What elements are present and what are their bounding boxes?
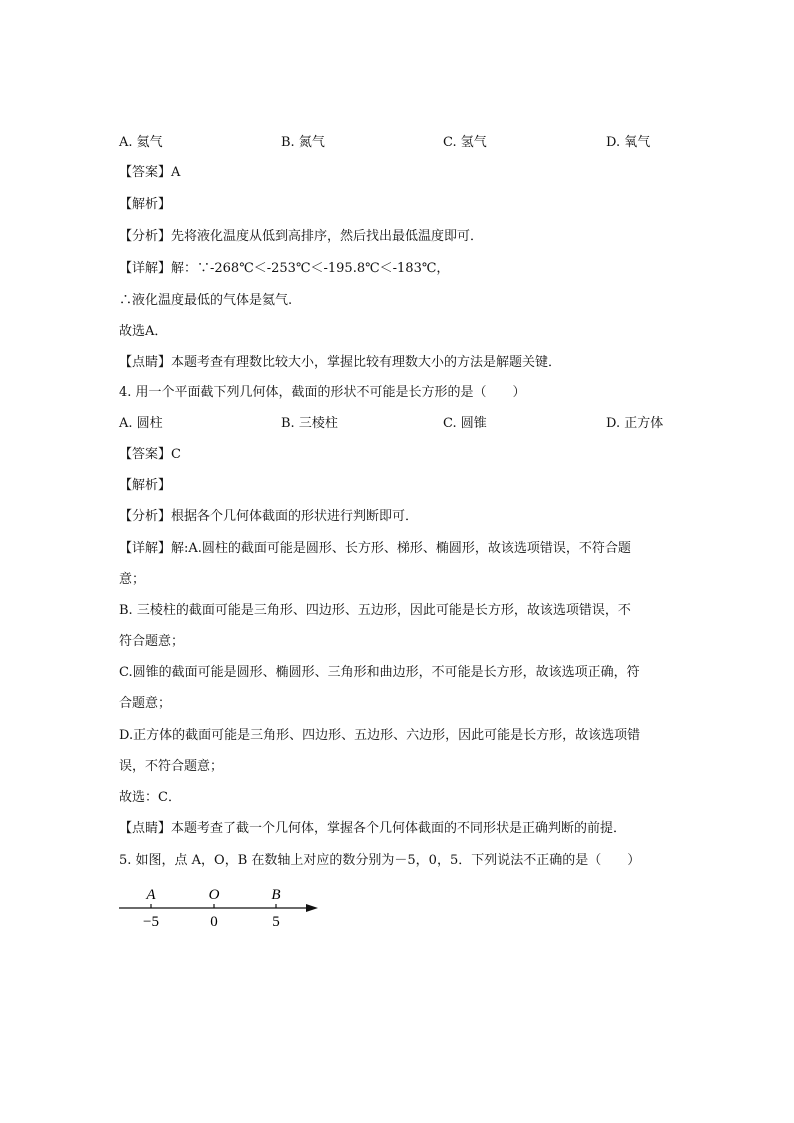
q4-option-a: A. 圆柱 <box>119 416 163 431</box>
q4-b-line1: B. 三棱柱的截面可能是三角形、四边形、五边形，因此可能是长方形，故该选项错误，不 <box>119 603 631 618</box>
q3-xiangjie: 【详解】解：∵-268℃＜-253℃＜-195.8℃＜-183℃， <box>119 261 450 276</box>
q4-c-line2: 合题意； <box>119 696 172 711</box>
q4-choose: 故选：C． <box>119 790 181 805</box>
q4-answer: 【答案】C <box>119 447 181 462</box>
q3-analysis-label: 【解析】 <box>119 197 172 212</box>
number-line-arrow-icon <box>306 904 318 912</box>
q4-b-line2: 符合题意； <box>119 634 185 649</box>
q3-dianjing: 【点睛】本题考查有理数比较大小，掌握比较有理数大小的方法是解题关键． <box>119 355 562 370</box>
q3-fenxi: 【分析】先将液化温度从低到高排序，然后找出最低温度即可． <box>119 229 484 244</box>
q4-xiangjie-line2: 意； <box>119 572 146 587</box>
q4-fenxi: 【分析】根据各个几何体截面的形状进行判断即可． <box>119 509 419 524</box>
q3-therefore: ∴液化温度最低的气体是氦气. <box>119 293 293 308</box>
point-label-o: O <box>208 887 220 903</box>
q3-answer: 【答案】A <box>119 165 181 180</box>
q5-stem: 5. 如图，点 A，O，B 在数轴上对应的数分别为－5，0，5．下列说法不正确的是（ ） <box>119 853 641 868</box>
q3-option-a: A. 氦气 <box>119 135 163 150</box>
q3-option-b: B. 氮气 <box>281 135 325 150</box>
q3-option-d: D. 氧气 <box>606 135 651 150</box>
q4-c-line1: C.圆锥的截面可能是圆形、椭圆形、三角形和曲边形，不可能是长方形，故该选项正确，符 <box>119 665 640 680</box>
number-line-figure <box>118 880 323 932</box>
q4-stem: 4. 用一个平面截下列几何体，截面的形状不可能是长方形的是（ ） <box>119 385 526 400</box>
q3-option-c: C. 氢气 <box>443 135 487 150</box>
point-label-a: A <box>146 887 156 903</box>
point-value-b: 5 <box>272 914 280 930</box>
point-value-a: −5 <box>143 914 159 930</box>
point-label-b: B <box>271 887 281 903</box>
q3-choose: 故选A． <box>119 324 168 339</box>
q4-option-b: B. 三棱柱 <box>281 416 338 431</box>
q4-analysis-label: 【解析】 <box>119 478 172 493</box>
q4-option-d: D. 正方体 <box>606 416 664 431</box>
q4-d-line2: 误，不符合题意； <box>119 759 224 774</box>
q4-option-c: C. 圆锥 <box>443 416 487 431</box>
q4-xiangjie-line1: 【详解】解:A.圆柱的截面可能是圆形、长方形、梯形、椭圆形，故该选项错误，不符合题 <box>119 541 631 556</box>
point-value-o: 0 <box>210 914 218 930</box>
q4-d-line1: D.正方体的截面可能是三角形、四边形、五边形、六边形，因此可能是长方形，故该选项错 <box>119 728 641 743</box>
q4-dianjing: 【点睛】本题考查了截一个几何体，掌握各个几何体截面的不同形状是正确判断的前提． <box>119 821 627 836</box>
